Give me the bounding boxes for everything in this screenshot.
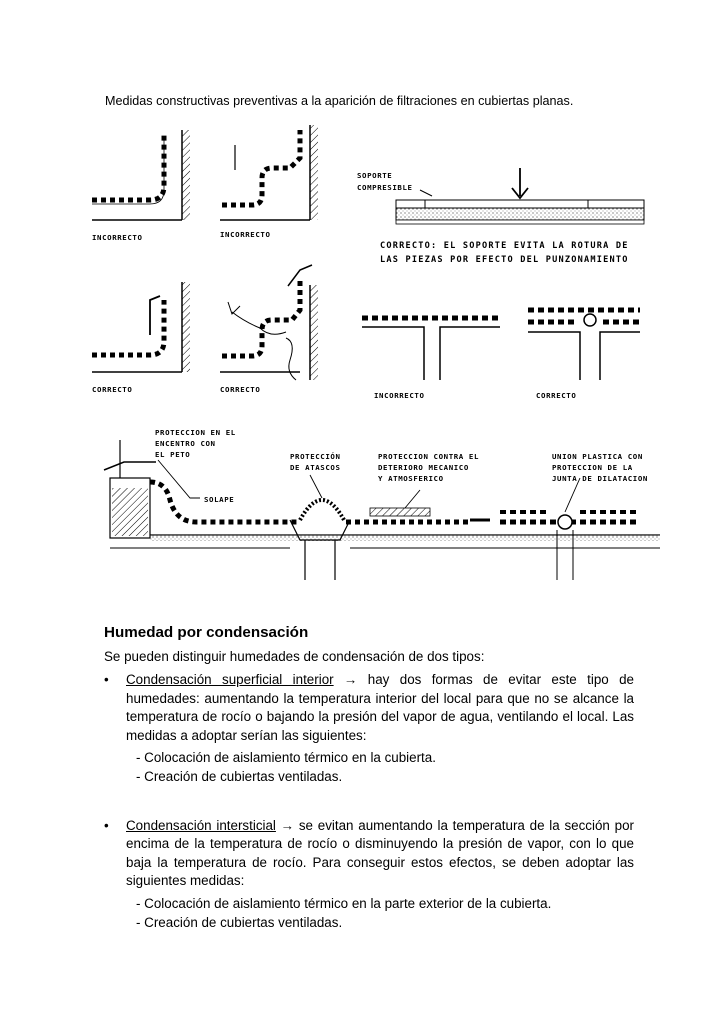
condensation-section <box>104 624 634 932</box>
label-union-2: PROTECCION DE LA <box>552 463 633 472</box>
detail-correcto-2 <box>220 265 318 394</box>
detail-incorrecto-1 <box>92 130 190 242</box>
label-peto-1: PROTECCION EN EL <box>155 428 236 437</box>
label-incorrecto-1: INCORRECTO <box>92 233 143 242</box>
measure-item: - Colocación de aislamiento térmico en la parte exterior de la cubierta. <box>136 895 552 911</box>
label-correcto-1: CORRECTO <box>92 385 133 394</box>
section-intro: Se pueden distinguir humedades de condensación de dos tipos: <box>104 649 485 664</box>
label-solape: SOLAPE <box>204 495 235 504</box>
bullet-item-superficial <box>104 671 634 787</box>
label-incorrecto-3: INCORRECTO <box>374 391 425 400</box>
label-correcto-soporte-1: CORRECTO: EL SOPORTE EVITA LA ROTURA DE <box>380 241 629 251</box>
text-superficial: → hay dos formas de evitar este tipo de humedades: aumentando la temperatura interior del local para que no se alcance la temperatura de rocío o bajando la presión del vapor de agua, ventilando el local. Las medidas a adoptar serían las siguientes: <box>126 672 634 743</box>
detail-soporte-compresible <box>357 168 644 265</box>
detail-correcto-1 <box>92 282 190 394</box>
measure-item: - Creación de cubiertas ventiladas. <box>136 914 343 930</box>
bullet-mark: • <box>104 817 109 833</box>
bullet-item-intersticial <box>104 817 634 933</box>
label-incorrecto-2: INCORRECTO <box>220 230 271 239</box>
label-union-1: UNION PLASTICA CON <box>552 452 643 461</box>
term-superficial: Condensación superficial interior <box>126 672 334 687</box>
measure-item: - Colocación de aislamiento térmico en la cubierta. <box>136 750 436 766</box>
measure-item: - Creación de cubiertas ventiladas. <box>136 768 343 784</box>
label-peto-3: EL PETO <box>155 450 191 459</box>
label-atascos-2: DE ATASCOS <box>290 463 341 472</box>
detail-correcto-3 <box>528 310 640 400</box>
label-correcto-3: CORRECTO <box>536 391 577 400</box>
term-intersticial: Condensación intersticial <box>126 817 276 833</box>
detail-roof-section <box>104 428 660 580</box>
detail-incorrecto-2 <box>220 125 318 239</box>
label-mecanico-3: Y ATMOSFERICO <box>378 474 444 483</box>
label-mecanico-2: DETERIORO MECANICO <box>378 463 469 472</box>
bullet-mark: • <box>104 672 109 687</box>
label-union-3: JUNTA DE DILATACION <box>552 474 648 483</box>
text-intersticial: → se evitan aumentando la temperatura de la sección por encima de la temperatura de rocío o disminuyendo la presión de vapor, con lo que baja la temperatura de rocío. Para conseguir estos efectos, se deben adoptar las siguientes medidas: <box>126 817 634 889</box>
label-soporte-1: SOPORTE <box>357 171 393 180</box>
label-mecanico-1: PROTECCION CONTRA EL <box>378 452 479 461</box>
section-heading: Humedad por condensación <box>104 624 309 641</box>
label-atascos-1: PROTECCIÓN <box>290 452 341 461</box>
label-correcto-soporte-2: LAS PIEZAS POR EFECTO DEL PUNZONAMIENTO <box>380 255 629 265</box>
figure-caption: Medidas constructivas preventivas a la aparición de filtraciones en cubiertas planas. <box>105 94 574 108</box>
detail-incorrecto-3 <box>362 318 500 400</box>
label-correcto-2: CORRECTO <box>220 385 261 394</box>
label-soporte-2: COMPRESIBLE <box>357 183 413 192</box>
label-peto-2: ENCENTRO CON <box>155 439 216 448</box>
